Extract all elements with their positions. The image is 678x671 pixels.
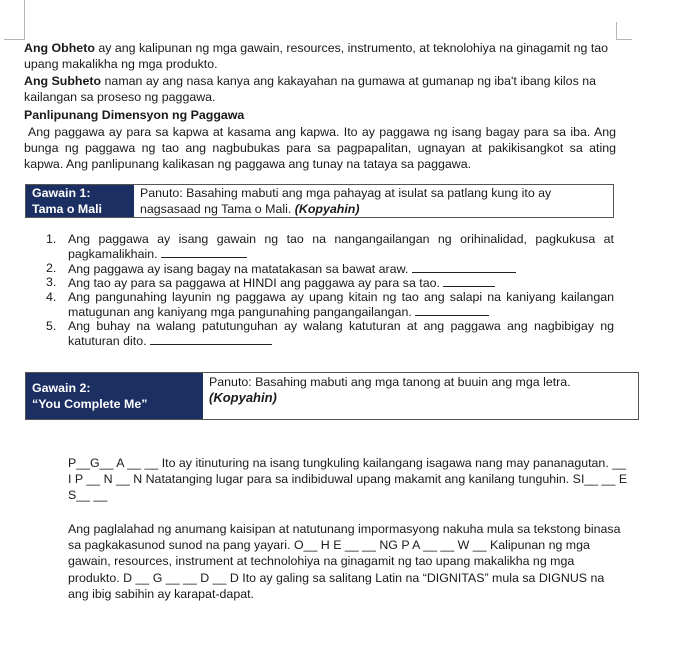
gawain1-instruction-text: Panuto: Basahing mabuti ang mga pahayag at isulat sa patlang kung ito ay nagsasaad ng Tama o Mali. [140, 186, 552, 216]
page-corner-mark-left-h [4, 39, 25, 40]
gawain1-label-line1: Gawain 1: [32, 186, 91, 200]
gawain1-label [26, 185, 134, 217]
section-heading: Panlipunang Dimensyon ng Paggawa [24, 108, 245, 122]
item-number: 1. [46, 232, 57, 246]
item-number: 3. [46, 275, 57, 290]
gawain1-instruction-em: (Kopyahin) [294, 202, 360, 216]
item-text: Ang paggawa ay isang bagay na matatakasan sa bawat araw. [68, 261, 412, 276]
gawain2-label-line1: Gawain 2: [32, 381, 91, 395]
answer-blank[interactable] [415, 305, 489, 316]
item-text: Ang pangunahing layunin ng paggawa ay upang kitain ng tao ang salapi na kaniyang kailangan matugunan ang kaniyang mga pangunahing pangangailangan. [68, 290, 614, 319]
gawain2-instruction-em: (Kopyahin) [209, 390, 277, 405]
item-number: 5. [46, 318, 57, 333]
gawain2-label [26, 373, 203, 419]
gawain2-instruction [203, 373, 636, 419]
gawain2-instruction-text: Panuto: Basahing mabuti ang mga tanong at buuin ang mga letra. [209, 375, 571, 389]
obheto-term: Ang Obheto [24, 41, 95, 55]
gawain2-box [25, 372, 639, 420]
list-item [46, 233, 614, 262]
gawain1-instruction [134, 185, 611, 217]
answer-blank[interactable] [443, 276, 495, 287]
answer-blank[interactable] [161, 247, 247, 258]
list-item [46, 262, 614, 277]
gawain1-box [25, 184, 614, 218]
page-corner-mark-right [616, 22, 617, 40]
subheto-term: Ang Subheto [24, 74, 102, 88]
list-item [46, 320, 614, 349]
item-number: 4. [46, 290, 57, 305]
gawain1-label-line2: Tama o Mali [32, 202, 102, 216]
answer-blank[interactable] [150, 334, 272, 345]
item-text: Ang buhay na walang patutunguhan ay walang katuturan at ang paggawa ang nagbibigay ng katuturan dito. [68, 318, 614, 348]
page-corner-mark-left [24, 0, 25, 40]
list-item [46, 276, 614, 291]
page-corner-mark-right-h [616, 39, 632, 40]
item-text: Ang paggawa ay isang gawain ng tao na nangangailangan ng orihinalidad, pagkukusa at pagkamalikhain. [68, 232, 614, 261]
subheto-text: naman ay ang nasa kanya ang kakayahan na gumawa at gumanap ng iba't ibang kilos na kailangan sa proseso ng paggawa. [24, 74, 596, 105]
gawain1-items [46, 233, 614, 348]
completion-paragraph-2: Ang paglalahad ng anumang kaisipan at natutunang impormasyong nakuha mula sa tekstong binasa sa pagkakasunod sunod na pang yayari. O__ H E __ __ NG P A __ __ W __ Kalipunan ng mga gawain, resources, instrument at technolohiya na ginagamit ng tao upang makalikha ng mga produkto. D __ G __ __ D __ D Ito ay galing sa salitang Latin na “DIGNITAS” mula sa DIGNUS na ang ibig sabihin ay karapat-dapat. [68, 522, 621, 601]
gawain2-label-line2: “You Complete Me” [32, 397, 148, 411]
obheto-paragraph [24, 40, 616, 72]
completion-paragraph-1: P__G__ A __ __ Ito ay itinuturing na isang tungkuling kailangang isagawa nang may pananagutan. __ I P __ N __ N Natatanging lugar para sa indibiduwal upang makamit ang kanilang tunguhin. SI__ __ E S__ __ [68, 456, 628, 503]
item-text: Ang tao ay para sa paggawa at HINDI ang paggawa ay para sa tao. [68, 276, 444, 291]
list-item [46, 291, 614, 320]
item-number: 2. [46, 260, 57, 275]
dimensyon-paragraph: Ang paggawa ay para sa kapwa at kasama ang kapwa. Ito ay paggawa ng isang bagay para sa iba. Ang bunga ng paggawa ng tao ang nagbubukas para sa pagpapalitan, ugnayan at pakikisangkot sa ating kapwa. Ang panlipunang kalikasan ng paggawa ang tunay na tataya sa paggawa. [24, 125, 616, 172]
answer-blank[interactable] [412, 262, 516, 273]
subheto-paragraph [24, 73, 616, 105]
obheto-text: ay ang kalipunan ng mga gawain, resources, instrumento, at teknolohiya na ginagamit ng tao upang makalikha ng mga produkto. [24, 41, 609, 72]
